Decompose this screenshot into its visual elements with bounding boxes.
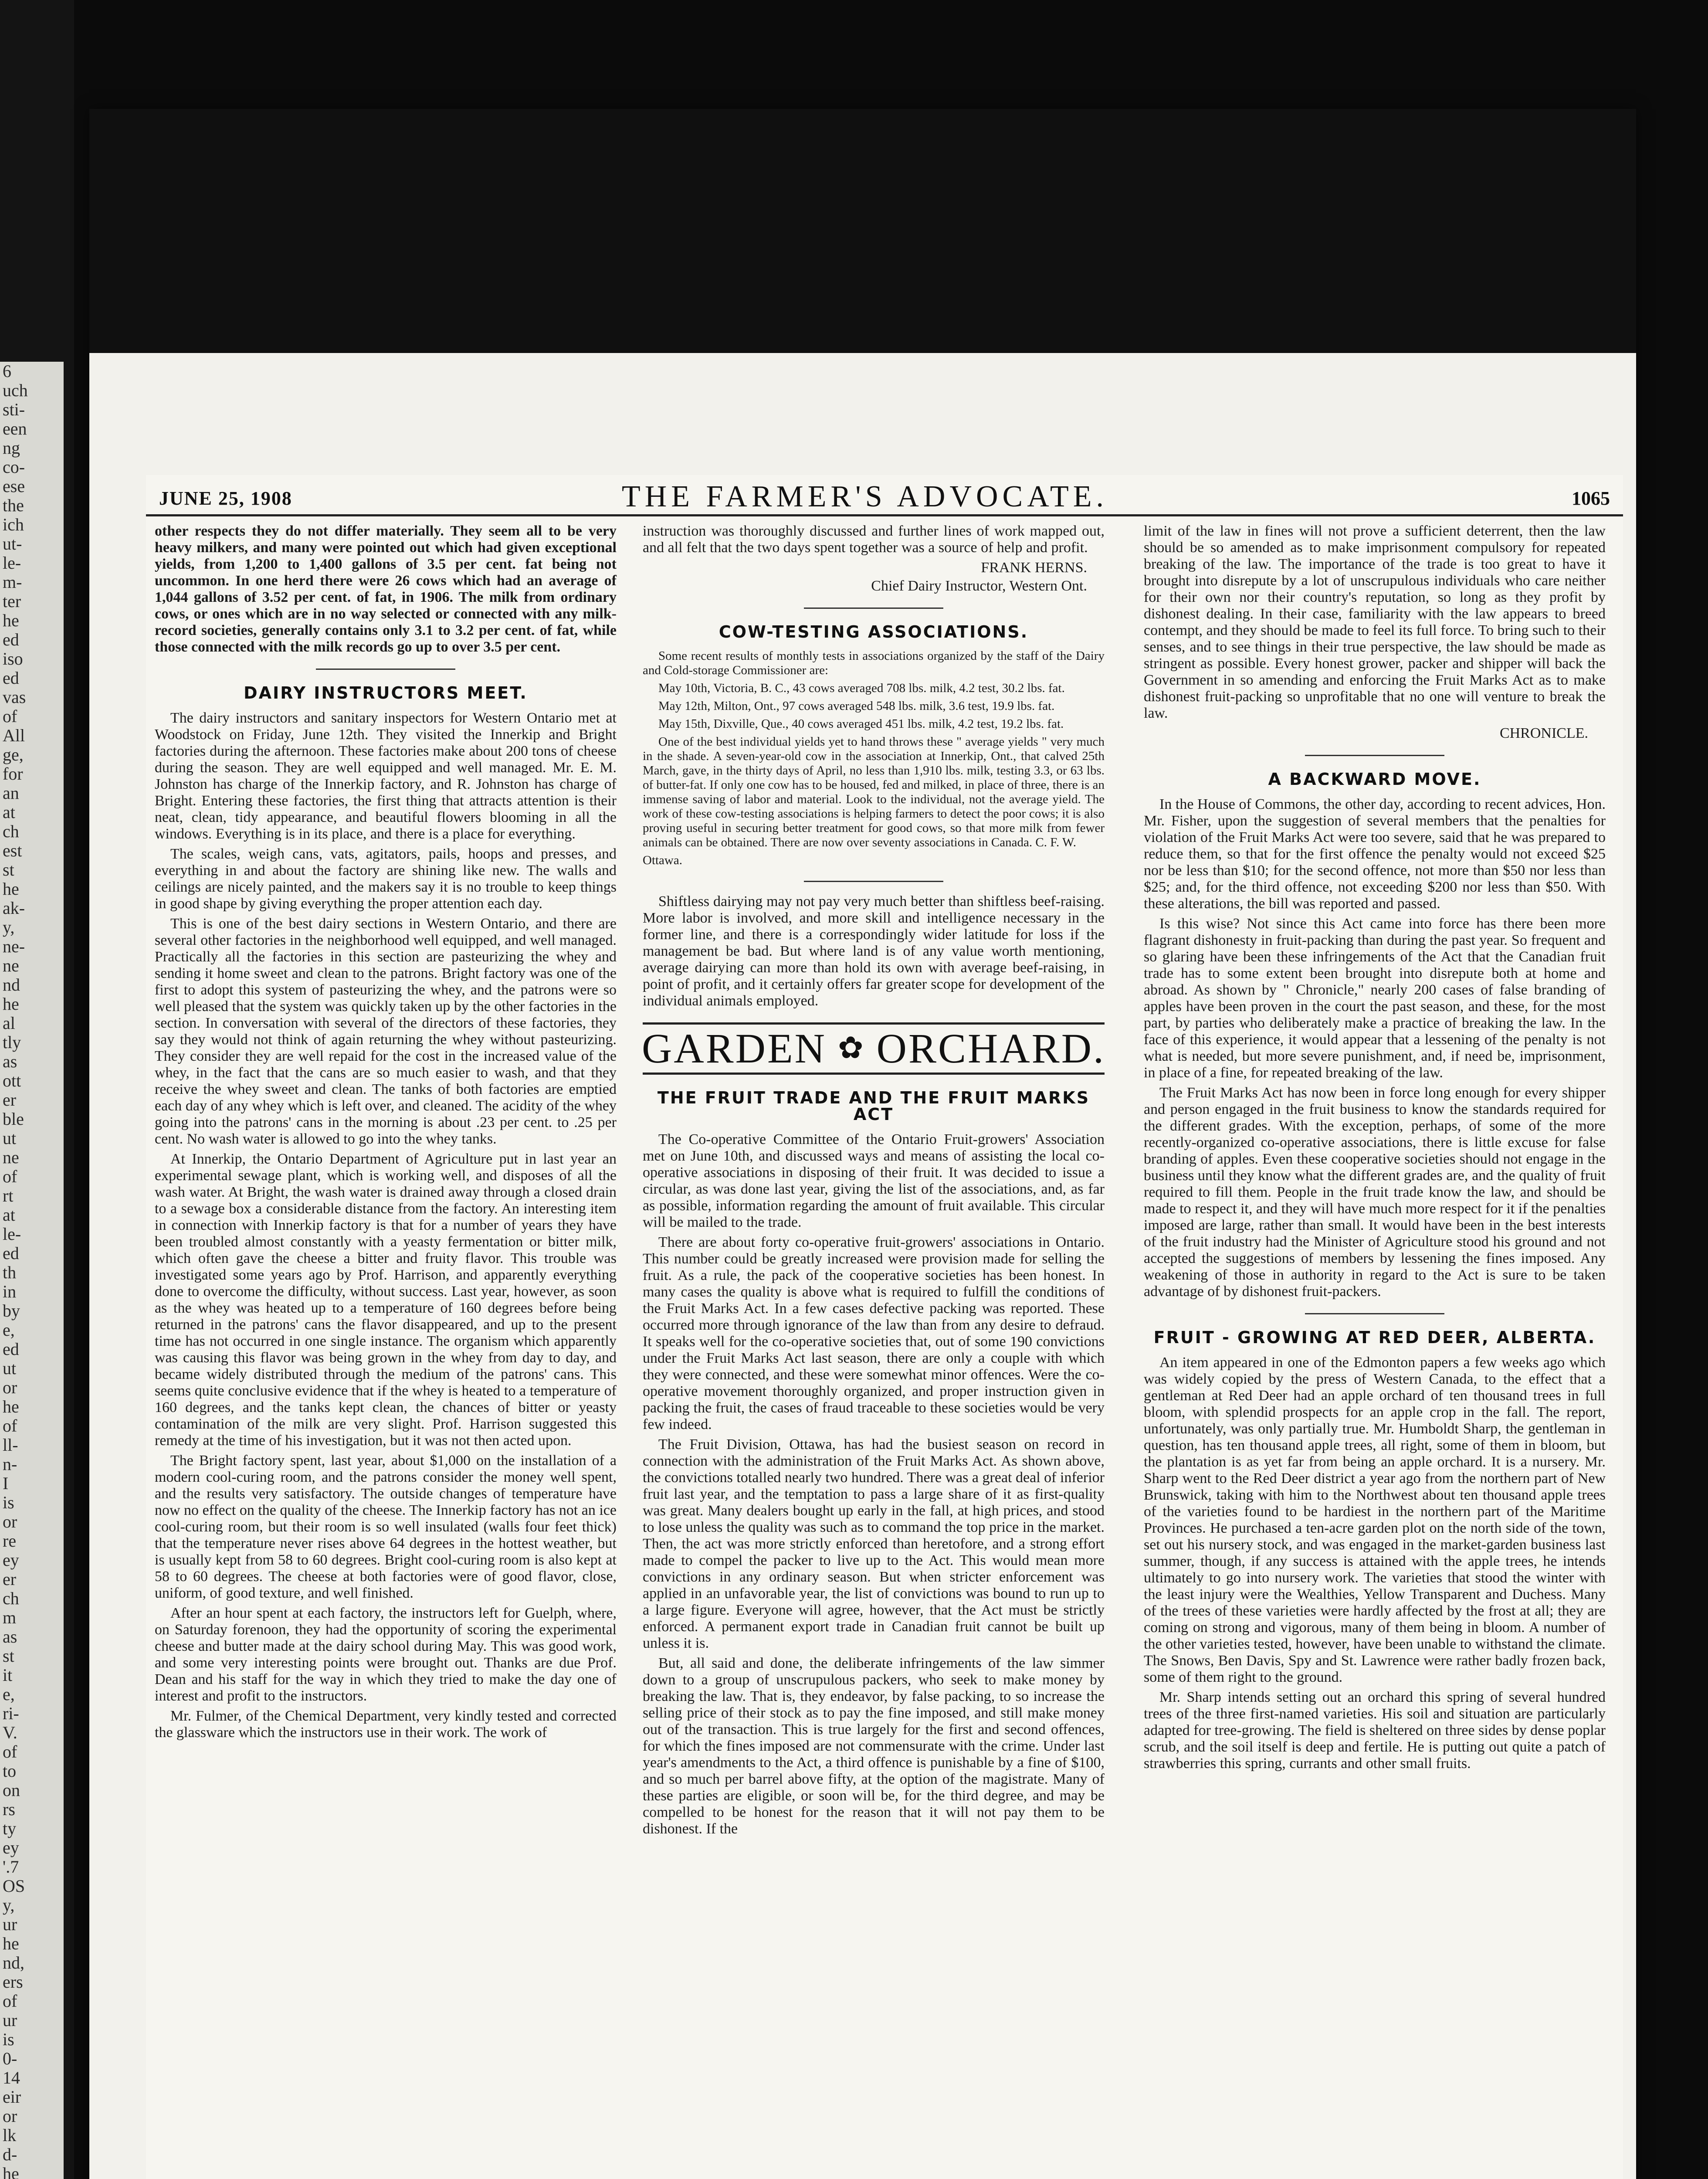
paragraph: An item appeared in one of the Edmonton papers a few weeks ago which was widely copied by the press of Western Canada, to the effect that a gentleman at Red Deer had an apple orchard of ten thousand trees in full bloom, with splendid prospects for an apple crop in the fall. The report, unfortunately, was only partially true. Mr. Humboldt Sharp, the gentleman in question, has ten thousand apple trees, all right, some of them in bloom, but the plantation is as yet far from being an apple orchard. It is a nursery. Mr. Sharp went to the Red Deer district a year ago from the northern part of New Brunswick, taking with him to the Northwest about ten thousand apple trees of the varieties found to be hardiest in the northern part of the Maritime Provinces. He purchased a ten-acre garden plot on the north side of the town, set out his nursery stock, and was engaged in the market-garden business last summer, though, if any success is attained with the apple trees, he intends ultimately to go into nursery work. The varieties that stood the winter with the least injury were the Wealthies, Yellow Transparent and Duchess. Many of the trees of these varieties were hardly affected by the frost at all; they are coming on strong and vigorous, many of them being in bloom. A number of the other varieties tested, however, have been unable to withstand the climate. The Snows, Ben Davis, Spy and St. Lawrence were rather badly frozen back, some of them right to the ground. [1144, 1354, 1606, 1685]
fragment-text: or [3, 2106, 17, 2126]
fragment-text: sti- [3, 400, 25, 419]
fragment-text: in [3, 1282, 17, 1301]
fragment-text: ers [3, 1972, 23, 1992]
dateline: Ottawa. [643, 853, 682, 867]
scan-shadow-top [89, 109, 1636, 353]
fragment-text: he [3, 994, 19, 1014]
column-1 [155, 523, 617, 1745]
fragment-text: ur [3, 2010, 17, 2030]
fragment-text: ed [3, 1243, 19, 1263]
fragment-text: ble [3, 1109, 24, 1129]
fragment-text: st [3, 860, 14, 879]
fragment-text: ut- [3, 534, 22, 553]
fragment-text: ur [3, 1914, 17, 1934]
article-body-fruit-trade [643, 1131, 1105, 1837]
fragment-text: vas [3, 687, 26, 707]
paragraph: The Co-operative Committee of the Ontario Fruit-growers' Association met on June 10th, and discussed ways and means of assisting the local co-operative associations in disposing of their fruit. It was decided to issue a circular, as was done last year, giving the list of the associations, and, as far as possible, information regarding the amount of fruit available. This circular will be mailed to the trade. [643, 1131, 1105, 1230]
fragment-text: ed [3, 668, 19, 688]
fragment-text: le- [3, 553, 21, 573]
paragraph: May 12th, Milton, Ont., 97 cows averaged 548 lbs. milk, 3.6 test, 19.9 lbs. fat. [658, 699, 1055, 713]
flower-ornament-icon: ✿ [837, 1032, 865, 1065]
masthead [146, 475, 1623, 516]
fragment-text: of [3, 1416, 17, 1436]
article-continuation: other respects they do not differ materially. They seem all to be very heavy milkers, and many were pointed out which had given exceptional yields, from 1,200 to 1,400 gallons of 3.5 per cent. fat being not uncommon. In one herd there were 26 cows which had an average of 1,044 gallons of 3.52 per cent. of fat, in 1906. The milk from ordinary cows, or ones which are in no way selected or connected with any milk-record societies, generally contains only 3.1 to 3.2 per cent. of fat, while those connected with the milk records go up to over 3.5 per cent. [155, 523, 617, 655]
fragment-text: lk [3, 2125, 17, 2145]
publication-title: THE FARMER'S ADVOCATE. [621, 480, 1108, 513]
divider [316, 669, 455, 670]
fragment-text: m [3, 1608, 17, 1627]
fragment-text: ed [3, 1339, 19, 1359]
fragment-text: ese [3, 476, 25, 496]
fragment-text: for [3, 764, 23, 784]
newspaper-page [89, 109, 1636, 2179]
fragment-text: or [3, 1512, 17, 1531]
signature-chronicle: CHRONICLE. [1499, 725, 1588, 741]
paragraph: After an hour spent at each factory, the instructors left for Guelph, where, on Saturday forenoon, they had the opportunity of scoring the experimental cheese and butter made at the dairy school during May. This was good work, and some very interesting points were brought out. Thanks are due Prof. Dean and his staff for the way in which they tried to make the day one of interest and profit to the instructors. [155, 1605, 617, 1704]
fragment-text: as [3, 1627, 17, 1646]
fragment-text: ge, [3, 745, 24, 764]
paragraph: At Innerkip, the Ontario Department of Agriculture put in last year an experimental sewage plant, which is working well, and disposes of all the wash water. At Bright, the wash water is drained away through a closed drain to a sewage box a considerable distance from the factory. An interesting item in connection with Innerkip factory is that for a number of years they have been troubled almost constantly with a yeasty fermentation or bitter milk, which often gave the cheese a bitter and fruity flavor. This trouble was investigated some years ago by Prof. Harrison, and apparently everything done to overcome the difficulty, without success. Last year, however, as soon as the whey was heated up to a temperature of 160 degrees before being returned in the patrons' cans the flavor disappeared, and up to the present time has not occurred in one single instance. The organism which apparently was causing this flavor was being grown in the whey from day to day, and became widely distributed through the medium of the patrons' cans. This seems quite conclusive evidence that if the whey is heated to a temperature of 160 degrees, and the tanks kept clean, the chances of bitter or yeasty contamination of the milk are very slight. Prof. Harrison suggested this remedy at the time of his investigation, but it was not then acted upon. [155, 1151, 617, 1449]
headline-backward-move: A BACKWARD MOVE. [1268, 770, 1481, 789]
paragraph: The dairy instructors and sanitary inspectors for Western Ontario met at Woodstock on Friday, June 12th. They visited the Innerkip and Bright factories during the afternoon. These factories make about 200 tons of cheese during the season. They are well equipped and well managed. Mr. E. M. Johnston has charge of the Innerkip factory, and R. Johnston has charge of Bright. Entering these factories, the first thing that attracts attention is their neat, clean, tidy appearance, and beautiful flowers blooming in all the windows. Everything is in its place, and there is a place for everything. [155, 710, 617, 842]
fragment-text: V. [3, 1723, 17, 1742]
fragment-text: th [3, 1263, 17, 1282]
fragment-text: of [3, 706, 17, 726]
fragment-text: he [3, 1397, 19, 1416]
fragment-text: 14 [3, 2068, 20, 2087]
paragraph-shiftless-dairying: Shiftless dairying may not pay very much better than shiftless beef-raising. More labor is involved, and more skill and intelligence necessary in the former line, and there is a correspondingly wider latitude for loss if the management be bad. But where land is of any value worth mentioning, average dairying can more than hold its own with average beef-raising, in point of profit, and it certainly offers far greater scope for development of the individual animals employed. [643, 893, 1105, 1009]
signature-title: Chief Dairy Instructor, Western Ont. [871, 578, 1087, 594]
fragment-text: ne [3, 1147, 19, 1167]
paragraph: The Fruit Marks Act has now been in force long enough for every shipper and person engaged in the fruit business to know the standards required for the different grades. With the exception, perhaps, of some of the more recently-organized co-operative associations, there is little excuse for false branding of apples. Even these cooperative societies should not engage in the business until they know what the different grades are, and the quality of fruit required to fill them. People in the fruit trade know the law, and should be made to respect it, and they will have much more respect for it if the penalties imposed are large, rather than small. It would have been in the best interests of the fruit industry had the Minister of Agriculture stood his ground and not accepted the suggestions of members by lessening the fines imposed. Any weakening of those in authority in regard to the Act is sure to be taken advantage of by dishonest fruit-packers. [1144, 1085, 1606, 1300]
fragment-text: he [3, 2164, 19, 2179]
headline-cow-testing: COW-TESTING ASSOCIATIONS. [718, 622, 1029, 641]
fragment-text: e, [3, 1684, 15, 1704]
fragment-text: ch [3, 821, 19, 841]
fragment-text: '.7 [3, 1857, 19, 1877]
fragment-text: I [3, 1473, 9, 1493]
article-continuation: limit of the law in fines will not prove a sufficient deterrent, then the law should be so amended as to make imprisonment compulsory for repeated breaking of the law. The importance of the trade is too great to have it brought into disrepute by a lot of unscrupulous individuals who care neither for their own nor their country's reputation, so long as they profit by dishonest dealing. In their case, familiarity with the law appears to breed contempt, and they should be made to feel its full force. To bring such to their senses, and to see things in their true perspective, the law should be made as stringent as possible. Every honest grower, packer and shipper will back the Government in so amending and enforcing the Fruit Marks Act as to make dishonest fruit-packing so unprofitable that no one will venture to break the law. [1144, 523, 1606, 721]
fragment-text: eir [3, 2087, 21, 2107]
fragment-text: rs [3, 1799, 15, 1819]
page-content [146, 475, 1623, 2179]
fragment-text: ne [3, 956, 19, 975]
column-2 [643, 523, 1105, 1841]
fragment-text: ch [3, 1588, 19, 1608]
fragment-text: iso [3, 649, 23, 669]
fragment-text: ter [3, 591, 21, 611]
fragment-text: ey [3, 1550, 19, 1570]
headline-red-deer: FRUIT - GROWING AT RED DEER, ALBERTA. [1153, 1328, 1596, 1347]
fragment-text: co- [3, 457, 25, 477]
fragment-text: ll- [3, 1435, 18, 1455]
article-body-red-deer [1144, 1354, 1606, 1772]
fragment-text: ut [3, 1128, 17, 1148]
fragment-text: of [3, 1742, 17, 1762]
headline-dairy-instructors: DAIRY INSTRUCTORS MEET. [244, 683, 528, 703]
fragment-text: y, [3, 1895, 15, 1915]
fragment-text: st [3, 1646, 14, 1666]
fragment-text: re [3, 1531, 17, 1551]
banner-word-garden: GARDEN [641, 1025, 827, 1072]
paragraph: Mr. Fulmer, of the Chemical Department, very kindly tested and corrected the glassware which the instructors use in their work. The work of [155, 1708, 617, 1741]
paragraph: Is this wise? Not since this Act came into force has there been more flagrant dishonesty in fruit-packing than during the past year. So frequent and so glaring have been these infringements of the Act that the Canadian fruit trade has to some extent been brought into disrepute both at home and abroad. As shown by " Chronicle," nearly 200 cases of false branding of apples have been proven in the court the past season, and these, for the most part, by parties who deliberately make a practice of breaking the law. In the face of this experience, it would appear that a lessening of the penalty is not what is needed, but more severe punishment, and, if need be, imprisonment, in place of a fine, for repeated breaking of the law. [1144, 916, 1606, 1081]
fragment-text: ott [3, 1071, 21, 1090]
headline-fruit-trade: THE FRUIT TRADE AND THE FRUIT MARKS ACT [657, 1088, 1090, 1124]
article-body-dairy-instructors [155, 710, 617, 1741]
fragment-text: een [3, 419, 27, 438]
paragraph: But, all said and done, the deliberate infringements of the law simmer down to a group of unscrupulous packers, who seek to make money by breaking the law. That is, they endeavor, by false packing, to so increase the selling price of their stock as to pay the fine imposed, and still make money out of the transaction. This is true largely for the first and second offences, for which the fines imposed are not commensurate with the crime. Under last year's amendments to the Act, a third offence is punishable by a fine of $100, and so much per barrel above fifty, at the option of the magistrate. Many of these parties are eligible, or soon will be, for the third degree, and may be compelled to be honest for the reason that it will not pay them to be dishonest. If the [643, 1655, 1105, 1837]
paragraph: There are about forty co-operative fruit-growers' associations in Ontario. This number could be greatly increased were provision made for selling the fruit. As a rule, the pack of the cooperative societies has been honest. In many cases the quality is above what is required to fulfill the conditions of the Fruit Marks Act. In a few cases defective packing was reported. These occurred more through ignorance of the law than from any desire to defraud. It speaks well for the co-operative societies that, out of some 190 convictions under the Fruit Marks Act last season, there are only a couple with which they were connected, and these were somewhat minor offences. Were the co-operative movement thoroughly organized, and proper instruction given in packing the fruit, the cases of fraud traceable to these societies would be very few indeed. [643, 1234, 1105, 1432]
divider [804, 881, 943, 882]
banner-word-orchard: ORCHARD. [876, 1025, 1106, 1072]
paragraph: In the House of Commons, the other day, according to recent advices, Hon. Mr. Fisher, upon the suggestion of several members that the penalties for violation of the Fruit Marks Act were too severe, said that he was prepared to reduce them, so that for the first offence the penalty would not exceed $25 nor be less than $10; for the second offence, not more than $50 nor less than $25; and, for the third offence, not exceeding $200 nor less than $50. With these alterations, the bill was reported and passed. [1144, 796, 1606, 912]
fragment-text: tly [3, 1032, 21, 1052]
fragment-text: nd [3, 975, 20, 994]
fragment-text: ne- [3, 937, 25, 956]
paragraph: Some recent results of monthly tests in associations organized by the staff of the Dairy and Cold-storage Commissioner are: [643, 649, 1105, 677]
fragment-text: rt [3, 1186, 14, 1205]
fragment-text: y, [3, 917, 15, 937]
fragment-text: by [3, 1301, 20, 1320]
fragment-text: d- [3, 2145, 17, 2164]
fragment-text: ed [3, 630, 19, 649]
fragment-text: m- [3, 572, 22, 592]
paragraph: The Fruit Division, Ottawa, has had the busiest season on record in connection with the administration of the Fruit Marks Act. As shown above, the convictions totalled nearly two hundred. There was a great deal of inferior fruit last year, and the temptation to pass a large share of it as first-quality was great. Many dealers bought up early in the fall, at high prices, and stood to lose unless the quality was such as to command the top price in the market. Then, the act was more strictly enforced than heretofore, and a strong effort made to compel the packer to live up to the Act. This would mean more convictions in any ordinary season. But when stricter enforcement was applied in an unfavorable year, the list of convictions was bound to run up to a large figure. Everyone will agree, however, that the Act must be strictly enforced. A permanent export trade in Canadian fruit cannot be built up unless it is. [643, 1436, 1105, 1651]
divider [1305, 755, 1444, 756]
fragment-text: at [3, 802, 15, 822]
fragment-text: ak- [3, 898, 25, 918]
fragment-text: al [3, 1013, 15, 1033]
fragment-text: he [3, 611, 19, 630]
section-banner-garden-orchard [643, 1022, 1105, 1075]
fragment-text: ri- [3, 1704, 19, 1723]
fragment-text: ich [3, 515, 24, 534]
fragment-text: n- [3, 1454, 17, 1474]
fragment-text: ut [3, 1358, 17, 1378]
fragment-text: er [3, 1569, 17, 1589]
fragment-text: ey [3, 1838, 19, 1857]
fragment-text: as [3, 1052, 17, 1071]
fragment-text: at [3, 1205, 15, 1225]
fragment-text: ty [3, 1819, 17, 1838]
divider [804, 608, 943, 609]
fragment-text: uch [3, 380, 28, 400]
fragment-text: the [3, 496, 24, 515]
fragment-text: est [3, 841, 22, 860]
fragment-text: he [3, 1934, 19, 1953]
fragment-text: er [3, 1090, 17, 1110]
adjacent-page-fragment [0, 362, 64, 2179]
paragraph: Mr. Sharp intends setting out an orchard this spring of several hundred trees of the three first-named varieties. His soil and situation are particularly adapted for tree-growing. The field is sheltered on three sides by dense poplar scrub, and the soil itself is deep and fertile. He is putting out quite a patch of strawberries this spring, currants and other small fruits. [1144, 1689, 1606, 1772]
fragment-text: e, [3, 1320, 15, 1340]
divider [1305, 1313, 1444, 1314]
column-3 [1144, 523, 1606, 1775]
fragment-text: he [3, 879, 19, 899]
fragment-text: or [3, 1378, 17, 1397]
fragment-text: All [3, 726, 25, 745]
fragment-text: is [3, 1493, 14, 1512]
issue-date: JUNE 25, 1908 [159, 488, 292, 509]
fragment-text: nd, [3, 1953, 24, 1972]
paragraph: The scales, weigh cans, vats, agitators, pails, hoops and presses, and everything in and about the factory are shining like new. The walls and ceilings are nicely painted, and the makers say it is no trouble to keep things in good shape by giving everything the proper attention each day. [155, 846, 617, 912]
page-number: 1065 [1572, 488, 1610, 509]
fragment-text: le- [3, 1224, 21, 1244]
fragment-text: to [3, 1761, 17, 1781]
paragraph: One of the best individual yields yet to hand throws these " average yields " very much in the shade. A seven-year-old cow in the association at Innerkip, Ont., that calved 25th March, gave, in the thirty days of April, no less than 1,910 lbs. milk, testing 3.3, or 63 lbs. of butter-fat. If only one cow has to be housed, fed and milked, in place of three, there is an immense saving of labor and material. Look to the individual, not the average yield. The work of these cow-testing associations is helping farmers to detect the poor cows; it is also proving useful in securing better treatment for good cows, so that more milk from fewer animals can be obtained. There are now over seventy associations in Canada. C. F. W. [643, 735, 1105, 849]
article-body-backward-move [1144, 796, 1606, 1300]
fragment-text: 0- [3, 2049, 17, 2068]
fragment-text: OS [3, 1876, 25, 1896]
fragment-text: on [3, 1780, 20, 1800]
paragraph: The Bright factory spent, last year, about $1,000 on the installation of a modern cool-curing room, and the patrons consider the money well spent, and the results very satisfactory. The outside changes of temperature have now no effect on the quality of the cheese. The Innerkip factory has not an ice cool-curing room, but their room is so well insulated (walls four feet thick) that the temperature never rises above 64 degrees in the hottest weather, but is usually kept from 58 to 60 degrees. Bright cool-curing room is also kept at 58 to 60 degrees. The cheese at both factories were of good flavor, close, uniform, of good texture, and well finished. [155, 1453, 617, 1601]
article-continuation: instruction was thoroughly discussed and further lines of work mapped out, and all felt that the two days spent together was a source of help and profit. [643, 523, 1105, 556]
fragment-text: it [3, 1665, 13, 1685]
fragment-text: an [3, 783, 19, 803]
paragraph: May 10th, Victoria, B. C., 43 cows averaged 708 lbs. milk, 4.2 test, 30.2 lbs. fat. [658, 681, 1065, 695]
fragment-text: ng [3, 438, 20, 458]
fragment-text: of [3, 1991, 17, 2011]
paragraph: This is one of the best dairy sections in Western Ontario, and there are several other factories in the neighborhood well equipped, and well managed. Practically all the factories in this section are pasteurizing the whey and sending it home sweet and clean to the patrons. Bright factory was one of the first to adopt this system of pasteurizing the whey, and the patrons were so well pleased that the system was quickly taken up by the other factories in the section. In conversation with several of the directors of these factories, they say they would not think of again returning the whey without pasteurizing. They consider they are well repaid for the cost in the increased value of the whey, in the fact that the cans are so much easier to wash, and that they receive the whey sweet and clean. The tanks of both factories are emptied each day of any whey which is left over, and cleaned. The acidity of the whey going into the patrons' cans in the morning is about .23 per cent. to .25 per cent. No wash water is allowed to go into the whey tanks. [155, 916, 617, 1147]
signature-name: FRANK HERNS. [981, 560, 1087, 576]
fragment-text: is [3, 2030, 14, 2049]
paragraph: May 15th, Dixville, Que., 40 cows averaged 451 lbs. milk, 4.2 test, 19.2 lbs. fat. [658, 717, 1064, 731]
fragment-text: of [3, 1167, 17, 1186]
fragment-text: 6 [3, 362, 11, 381]
article-body-cow-testing [643, 649, 1105, 850]
